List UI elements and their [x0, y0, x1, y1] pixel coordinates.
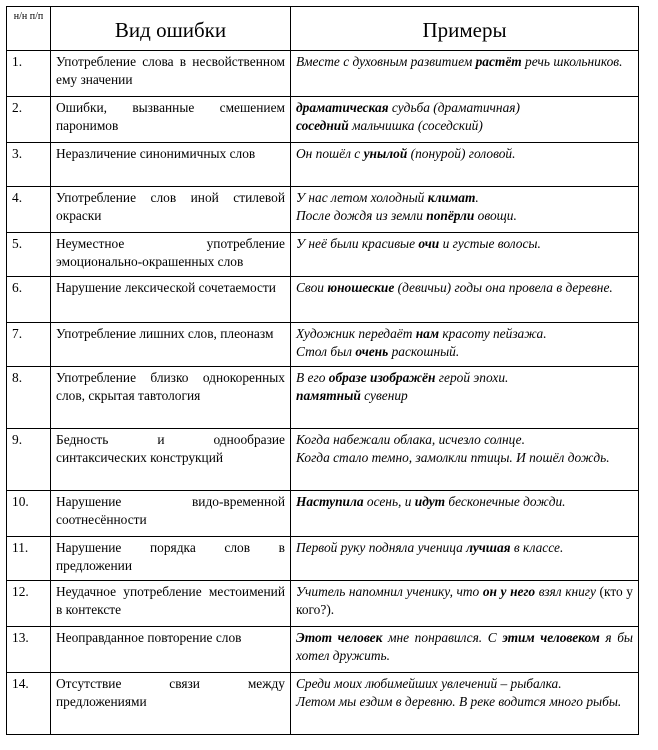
row-number: 5. [7, 233, 51, 277]
error-example: Учитель напомнил ученику, что он у него взял книгу (кто у кого?). [291, 581, 639, 627]
row-number: 3. [7, 143, 51, 187]
speech-errors-table [6, 6, 639, 735]
table-row [7, 581, 639, 627]
error-example: Первой руку подняла ученица лучшая в классе. [291, 537, 639, 581]
table-row [7, 429, 639, 491]
header-num: н/н п/п [7, 7, 51, 51]
header-row [7, 7, 639, 51]
table-row [7, 491, 639, 537]
row-number: 12. [7, 581, 51, 627]
row-number: 4. [7, 187, 51, 233]
row-number: 6. [7, 277, 51, 323]
row-number: 14. [7, 673, 51, 735]
row-number: 8. [7, 367, 51, 429]
error-kind: Употребление слова в несвойственном ему значении [51, 51, 291, 97]
error-kind: Нарушение порядка слов в предложении [51, 537, 291, 581]
table-row [7, 673, 639, 735]
error-example: У нас летом холодный климат. После дождя из земли попёрли овощи. [291, 187, 639, 233]
table-row [7, 233, 639, 277]
error-example: Он пошёл с унылой (понурой) головой. [291, 143, 639, 187]
error-example: Когда набежали облака, исчезло солнце. Когда стало темно, замолкли птицы. И пошёл дождь. [291, 429, 639, 491]
error-example: Художник передаёт нам красоту пейзажа. Стол был очень раскошный. [291, 323, 639, 367]
error-example: В его образе изображён герой эпохи. памятный сувенир [291, 367, 639, 429]
row-number: 1. [7, 51, 51, 97]
table-row [7, 367, 639, 429]
row-number: 11. [7, 537, 51, 581]
error-example: драматическая судьба (драматичная) соседний мальчишка (соседский) [291, 97, 639, 143]
table-row [7, 187, 639, 233]
error-example: Этот человек мне понравился. С этим человеком я бы хотел дружить. [291, 627, 639, 673]
table-row [7, 323, 639, 367]
error-kind: Неуместное употребление эмоционально-окрашенных слов [51, 233, 291, 277]
row-number: 7. [7, 323, 51, 367]
error-kind: Неоправданное повторение слов [51, 627, 291, 673]
error-example: Вместе с духовным развитием растёт речь школьников. [291, 51, 639, 97]
row-number: 9. [7, 429, 51, 491]
error-kind: Бедность и однообразие синтаксических конструкций [51, 429, 291, 491]
error-example: У неё были красивые очи и густые волосы. [291, 233, 639, 277]
header-kind: Вид ошибки [51, 7, 291, 51]
row-number: 2. [7, 97, 51, 143]
error-example: Свои юношеские (девичьи) годы она провела в деревне. [291, 277, 639, 323]
error-kind: Ошибки, вызванные смешением паронимов [51, 97, 291, 143]
table-row [7, 143, 639, 187]
error-kind: Неразличение синонимичных слов [51, 143, 291, 187]
error-example: Среди моих любимейших увлечений – рыбалка. Летом мы ездим в деревню. В реке водится много рыбы. [291, 673, 639, 735]
error-kind: Употребление близко однокоренных слов, скрытая тавтология [51, 367, 291, 429]
row-number: 13. [7, 627, 51, 673]
row-number: 10. [7, 491, 51, 537]
error-kind: Нарушение видо-временной соотнесённости [51, 491, 291, 537]
error-kind: Употребление слов иной стилевой окраски [51, 187, 291, 233]
table-row [7, 627, 639, 673]
error-kind: Употребление лишних слов, плеоназм [51, 323, 291, 367]
error-kind: Отсутствие связи между предложениями [51, 673, 291, 735]
table-row [7, 537, 639, 581]
error-kind: Неудачное употребление местоимений в контексте [51, 581, 291, 627]
table-row [7, 97, 639, 143]
error-kind: Нарушение лексической сочетаемости [51, 277, 291, 323]
header-examples: Примеры [291, 7, 639, 51]
table-row [7, 51, 639, 97]
table-row [7, 277, 639, 323]
error-example: Наступила осень, и идут бесконечные дожди. [291, 491, 639, 537]
